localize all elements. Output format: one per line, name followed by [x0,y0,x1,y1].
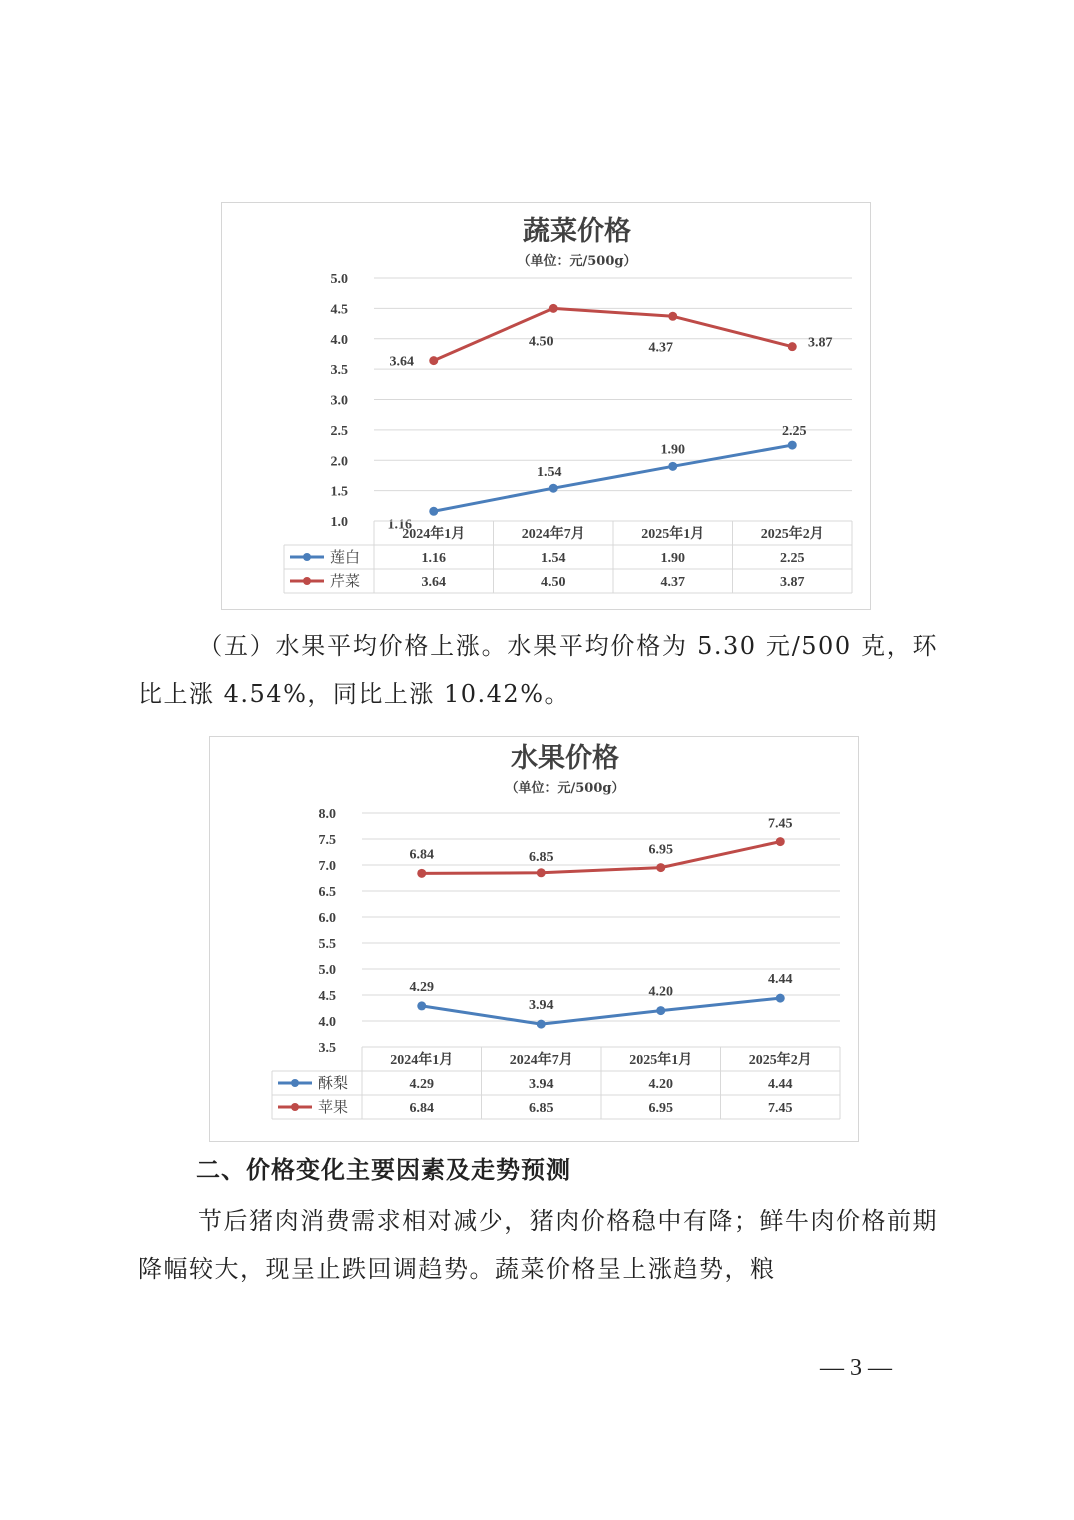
data-label: 4.44 [768,972,793,988]
legend-marker [291,1103,299,1111]
data-label: 4.50 [529,334,554,350]
series-line-0 [434,445,793,511]
data-label: 4.20 [648,984,673,1000]
y-tick-label: 3.5 [318,1041,336,1056]
data-point [417,869,426,878]
y-tick-label: 5.5 [318,937,336,952]
data-point [429,356,438,365]
table-value: 3.87 [780,575,805,590]
table-value: 3.94 [529,1077,554,1092]
x-category-label: 2024年1月 [390,1053,454,1068]
fruit-price-paragraph: （五）水果平均价格上涨。水果平均价格为 5.30 元/500 克，环比上涨 4.54%，同比上涨 10.42%。 [138,632,938,708]
data-point [776,994,785,1003]
legend-marker [303,553,311,561]
table-value: 3.64 [421,575,446,590]
section-heading: 二、价格变化主要因素及走势预测 [196,1156,571,1184]
x-category-label: 2024年1月 [402,527,466,542]
fruit-price-chart-svg [210,737,860,1143]
data-point [429,507,438,516]
table-value: 4.29 [409,1077,434,1092]
x-category-label: 2025年2月 [760,527,824,542]
data-label: 6.84 [409,847,434,863]
x-category-label: 2025年1月 [641,527,705,542]
data-point [417,1001,426,1010]
series-line-1 [434,308,793,360]
chart-subtitle: （单位：元/500g） [517,254,637,269]
y-tick-label: 6.5 [318,885,336,900]
data-label: 3.94 [529,998,554,1014]
data-label: 4.37 [648,340,673,356]
vegetable-price-chart-svg [222,203,872,611]
data-point [549,304,558,313]
data-label: 6.85 [529,849,554,865]
data-label: 1.90 [660,442,685,458]
table-value: 4.20 [648,1077,673,1092]
y-tick-label: 7.5 [318,833,336,848]
x-category-label: 2024年7月 [509,1053,573,1068]
y-tick-label: 7.0 [318,859,336,874]
data-label: 2.25 [782,424,807,440]
data-point [668,312,677,321]
y-tick-label: 4.0 [330,332,348,348]
data-label: 1.54 [537,465,562,481]
y-tick-label: 2.5 [330,423,348,439]
table-value: 1.54 [541,551,566,566]
data-label: 3.64 [389,354,414,370]
data-point [537,868,546,877]
table-value: 4.44 [768,1077,793,1092]
y-tick-label: 3.5 [330,363,348,379]
table-value: 6.95 [648,1101,673,1116]
data-point [776,837,785,846]
data-point [656,1006,665,1015]
legend-series-name: 芹菜 [330,572,361,590]
x-category-label: 2025年2月 [748,1053,812,1068]
legend-series-name: 酥梨 [318,1074,349,1092]
series-line-1 [422,842,781,874]
table-value: 1.16 [421,551,446,566]
series-line-0 [422,998,781,1024]
y-tick-label: 1.0 [330,515,348,530]
data-point [537,1020,546,1029]
legend-marker [291,1079,299,1087]
table-value: 1.90 [660,551,685,566]
factors-paragraph: 节后猪肉消费需求相对减少，猪肉价格稳中有降；鲜牛肉价格前期降幅较大，现呈止跌回调趋势。蔬菜价格呈上涨趋势，粮 [138,1207,938,1283]
legend-series-name: 苹果 [318,1098,349,1116]
y-tick-label: 3.0 [330,393,348,409]
data-point [656,863,665,872]
fruit-price-chart [209,736,859,1142]
table-value: 7.45 [768,1101,793,1116]
chart-title: 水果价格 [511,743,619,774]
y-tick-label: 4.5 [318,989,336,1004]
x-category-label: 2024年7月 [521,527,585,542]
legend-series-name: 莲白 [330,548,361,566]
table-value: 4.37 [660,575,685,590]
table-value: 6.84 [409,1101,434,1116]
data-point [788,342,797,351]
table-value: 2.25 [780,551,805,566]
y-tick-label: 1.5 [330,484,348,500]
y-tick-label: 8.0 [318,807,336,822]
data-point [668,462,677,471]
y-tick-label: 6.0 [318,911,336,926]
data-label: 7.45 [768,816,793,832]
vegetable-price-chart [221,202,871,610]
data-point [549,484,558,493]
data-label: 6.95 [648,842,673,858]
y-tick-label: 4.0 [318,1015,336,1030]
data-label: 1.16 [387,517,412,533]
data-label: 3.87 [808,335,833,351]
x-category-label: 2025年1月 [629,1053,693,1068]
y-tick-label: 2.0 [330,454,348,470]
y-tick-label: 5.0 [330,272,348,287]
y-tick-label: 5.0 [318,963,336,978]
chart-subtitle: （单位：元/500g） [505,781,625,796]
data-label: 4.29 [409,979,434,995]
table-value: 4.50 [541,575,566,590]
data-point [788,441,797,450]
chart-title: 蔬菜价格 [523,216,631,247]
table-value: 6.85 [529,1101,554,1116]
y-tick-label: 4.5 [330,302,348,318]
page-number: — 3 — [820,1355,892,1381]
legend-marker [303,577,311,585]
